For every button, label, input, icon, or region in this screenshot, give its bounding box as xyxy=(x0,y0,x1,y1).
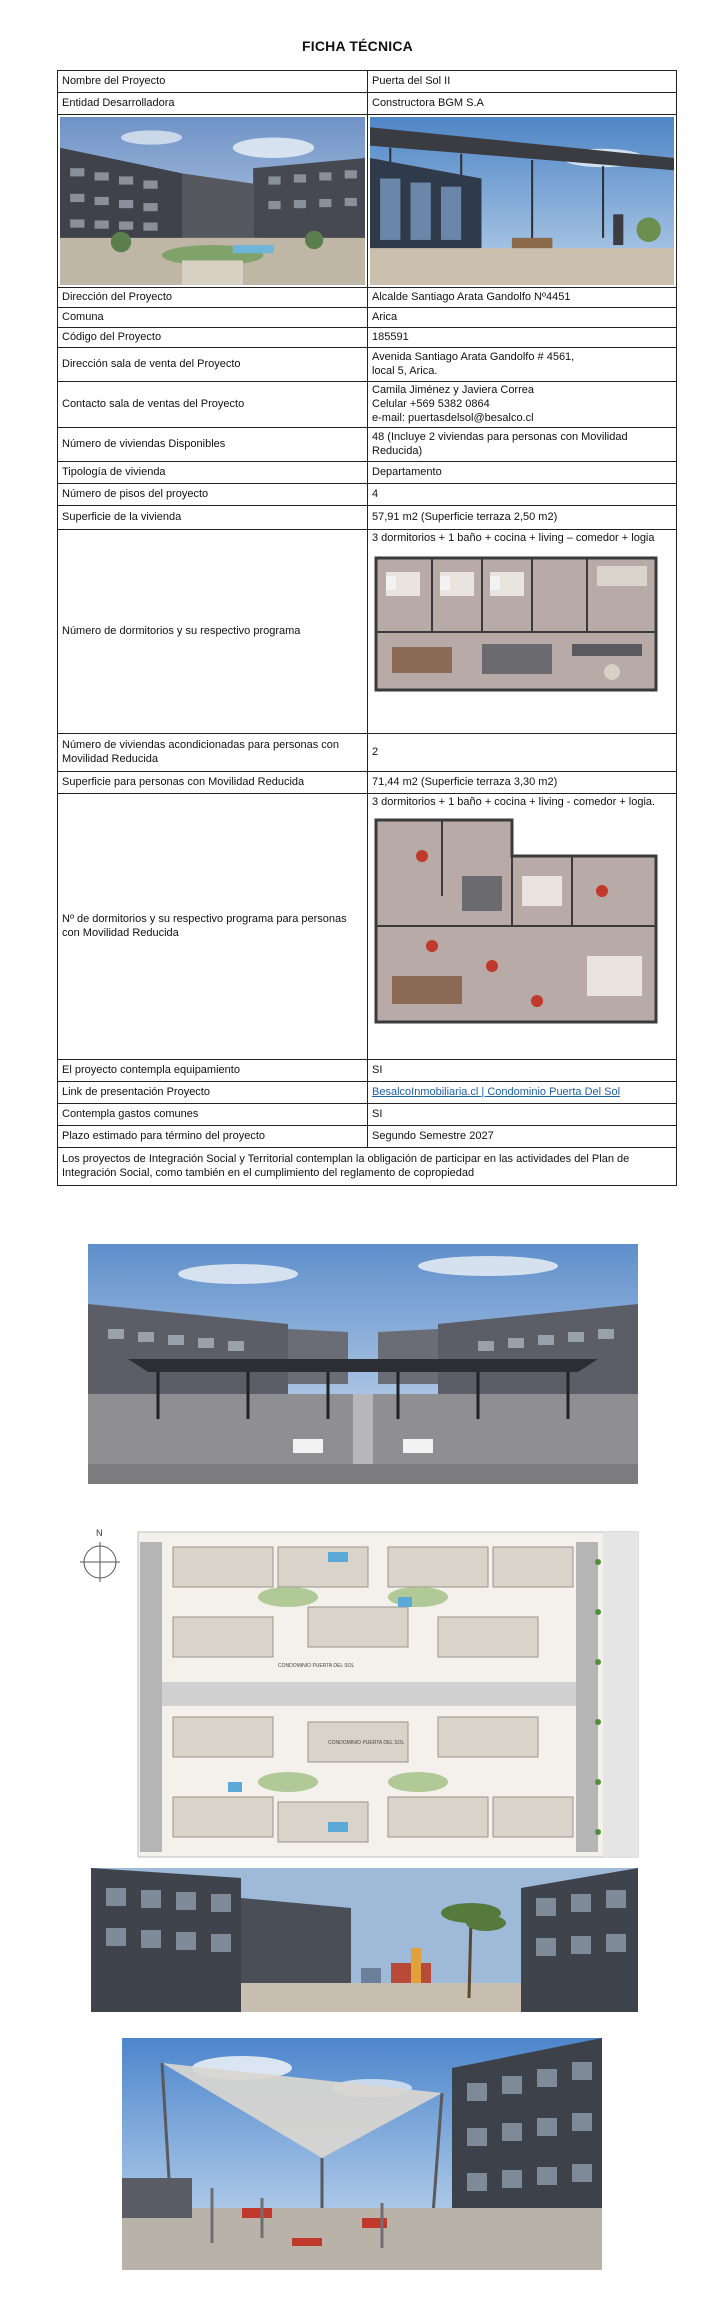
row-label: Código del Proyecto xyxy=(58,328,368,348)
row-label: Link de presentación Proyecto xyxy=(58,1082,368,1104)
row-value: 2 xyxy=(368,734,677,772)
row-value: 71,44 m2 (Superficie terraza 3,30 m2) xyxy=(368,772,677,794)
table-row xyxy=(58,1104,677,1126)
table-row xyxy=(58,428,677,462)
site-plan-image xyxy=(78,1522,652,1862)
row-label: Dirección sala de venta del Proyecto xyxy=(58,348,368,382)
table-row xyxy=(58,1126,677,1148)
table-row xyxy=(58,484,677,506)
outdoor-gym-render xyxy=(122,2038,602,2270)
contact-email: e-mail: puertasdelsol@besalco.cl xyxy=(372,411,534,424)
project-photos-row xyxy=(58,115,677,288)
row-label: Superficie para personas con Movilidad Reducida xyxy=(58,772,368,794)
floor-plan-mr-image xyxy=(372,816,662,1026)
row-value xyxy=(368,382,677,428)
row-value: 185591 xyxy=(368,328,677,348)
row-value xyxy=(368,1082,677,1104)
page-title: FICHA TÉCNICA xyxy=(302,38,413,54)
table-row xyxy=(58,506,677,530)
address-line-1: Avenida Santiago Arata Gandolfo # 4561, xyxy=(372,350,575,363)
row-value: Arica xyxy=(368,308,677,328)
table-row xyxy=(58,93,677,115)
table-row xyxy=(58,71,677,93)
north-label: N xyxy=(96,1528,103,1538)
row-value xyxy=(368,530,677,734)
row-value: 48 (Incluye 2 viviendas para personas con Movilidad Reducida) xyxy=(368,428,677,462)
row-label: Nombre del Proyecto xyxy=(58,71,368,93)
table-row xyxy=(58,1082,677,1104)
site-label-b: CONDOMINIO PUERTA DEL SOL xyxy=(328,1740,405,1746)
row-label: Contempla gastos comunes xyxy=(58,1104,368,1126)
address-line-2: local 5, Arica. xyxy=(372,364,438,377)
table-row xyxy=(58,1060,677,1082)
presentation-link[interactable]: BesalcoInmobiliaria.cl | Condominio Puerta Del Sol xyxy=(372,1085,621,1098)
table-row xyxy=(58,530,677,734)
row-value: SI xyxy=(368,1104,677,1126)
row-label: Dirección del Proyecto xyxy=(58,288,368,308)
access-gate-render xyxy=(88,1244,638,1484)
row-label: Nº de dormitorios y su respectivo programa para personas con Movilidad Reducida xyxy=(58,794,368,1060)
table-row xyxy=(58,772,677,794)
ficha-tecnica-table xyxy=(57,70,677,1186)
table-row xyxy=(58,794,677,1060)
program-text: 3 dormitorios + 1 baño + cocina + living – comedor + logia xyxy=(372,532,655,545)
row-value: 57,91 m2 (Superficie terraza 2,50 m2) xyxy=(368,506,677,530)
row-value: 4 xyxy=(368,484,677,506)
table-row xyxy=(58,382,677,428)
row-value xyxy=(368,348,677,382)
contact-names: Camila Jiménez y Javiera Correa xyxy=(372,384,534,396)
row-label: Número de viviendas acondicionadas para personas con Movilidad Reducida xyxy=(58,734,368,772)
row-value xyxy=(368,794,677,1060)
row-label: Contacto sala de ventas del Proyecto xyxy=(58,382,368,428)
exterior-render-photo xyxy=(58,115,368,288)
row-label: Superficie de la vivienda xyxy=(58,506,368,530)
row-value: Constructora BGM S.A xyxy=(368,93,677,115)
row-value: SI xyxy=(368,1060,677,1082)
row-label: Número de pisos del proyecto xyxy=(58,484,368,506)
integration-note: Los proyectos de Integración Social y Territorial contemplan la obligación de participar en las actividades del Plan de Integración Social, como también en el cumplimiento del reglamento de copropiedad xyxy=(58,1148,677,1186)
row-label: Plazo estimado para término del proyecto xyxy=(58,1126,368,1148)
table-row xyxy=(58,1148,677,1186)
site-label-a: CONDOMINIO PUERTA DEL SOL xyxy=(278,1663,355,1669)
table-row xyxy=(58,348,677,382)
row-label: Número de dormitorios y su respectivo programa xyxy=(58,530,368,734)
pergola-render-photo xyxy=(368,115,677,288)
table-row xyxy=(58,328,677,348)
program-mr-text: 3 dormitorios + 1 baño + cocina + living - comedor + logia. xyxy=(372,796,656,809)
row-label: Número de viviendas Disponibles xyxy=(58,428,368,462)
row-label: El proyecto contempla equipamiento xyxy=(58,1060,368,1082)
contact-phone: Celular +569 5382 0864 xyxy=(372,397,490,410)
table-row xyxy=(58,308,677,328)
row-value: Segundo Semestre 2027 xyxy=(368,1126,677,1148)
table-row xyxy=(58,462,677,484)
pergola-render-image xyxy=(370,117,674,285)
row-label: Tipología de vivienda xyxy=(58,462,368,484)
row-value: Departamento xyxy=(368,462,677,484)
courtyard-render xyxy=(91,1868,638,2012)
row-value: Puerta del Sol II xyxy=(368,71,677,93)
row-value: Alcalde Santiago Arata Gandolfo Nº4451 xyxy=(368,288,677,308)
table-row xyxy=(58,734,677,772)
table-row xyxy=(58,288,677,308)
row-label: Entidad Desarrolladora xyxy=(58,93,368,115)
exterior-render-image xyxy=(60,117,365,285)
floor-plan-image xyxy=(372,552,662,694)
row-label: Comuna xyxy=(58,308,368,328)
